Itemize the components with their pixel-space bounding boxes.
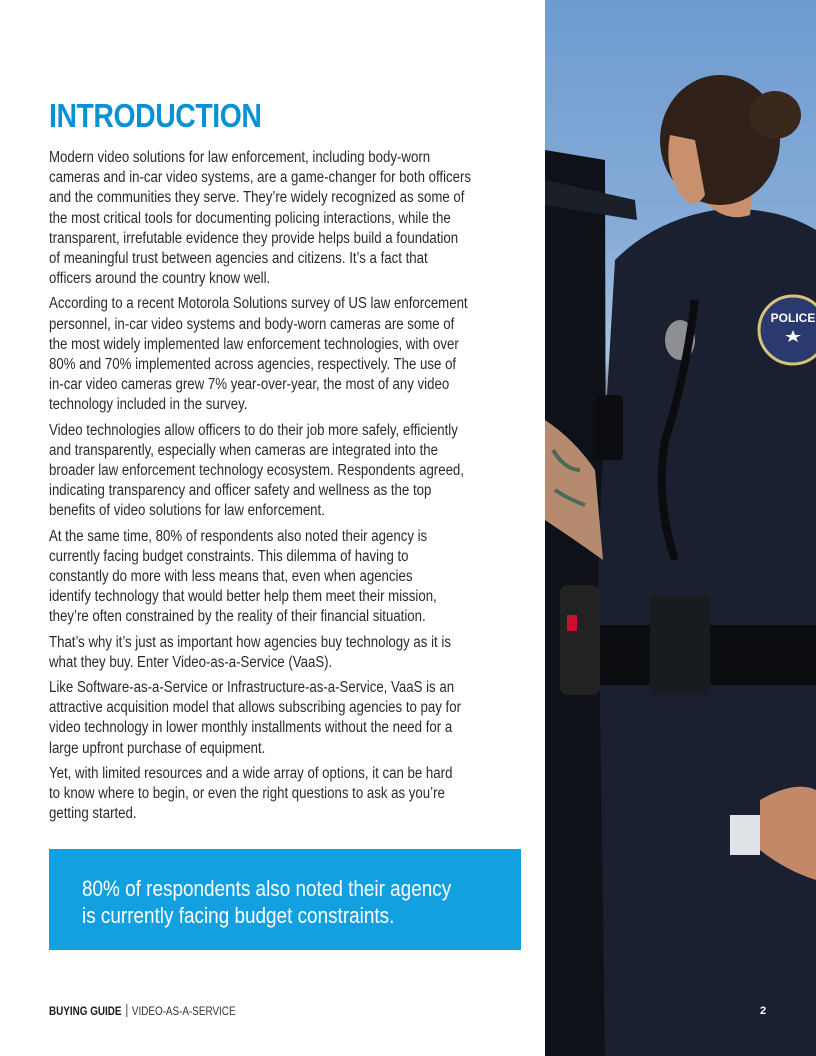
hair-bun	[749, 91, 801, 139]
police-patch-icon	[759, 296, 816, 364]
page-title: INTRODUCTION	[49, 97, 262, 134]
article-body	[49, 148, 513, 830]
police-officer-photo	[545, 0, 816, 1056]
id-card	[730, 815, 760, 855]
paragraph: That’s why it’s just as important how agencies buy technology as it is what they buy. Enter Video-as-a-Service (VaaS).	[49, 633, 451, 671]
pull-quote-callout	[49, 849, 521, 950]
pull-quote-text: 80% of respondents also noted their agency is currently facing budget constraints.	[82, 876, 452, 928]
paragraph: Modern video solutions for law enforcement, including body-worn cameras and in-car video systems, are a game-changer for both officers and the communities they serve. They’re widely recognized as some of the most critical tools for documenting policing interactions, while the transparent, irrefutable evidence they provide helps build a foundation of meaningful trust between agencies and citizens. It’s a fact that officers around the country know well.	[49, 149, 472, 288]
holster	[560, 585, 600, 695]
red-indicator	[567, 615, 577, 631]
magazine-pouch	[650, 595, 710, 695]
photo-illustration	[545, 0, 816, 1056]
body-camera	[595, 395, 623, 460]
paragraph: Yet, with limited resources and a wide array of options, it can be hard to know where to begin, or even the right questions to ask as you’re getting started.	[49, 764, 453, 823]
patch-text: POLICE	[770, 311, 816, 325]
paragraph: Video technologies allow officers to do their job more safely, efficiently and transparently, especially when cameras are integrated into the broader law enforcement technology ecosystem. Respondents agreed, indicating transparency and officer safety and wellness as the top benefits of video solutions for law enforcement.	[49, 421, 464, 520]
paragraph: At the same time, 80% of respondents also noted their agency is currently facing budget constraints. This dilemma of having to constantly do more with less means that, even when agencies identify technology that would better help them meet their mission, they’re often constrained by the reality of their financial situation.	[49, 527, 437, 626]
paragraph: According to a recent Motorola Solutions survey of US law enforcement personnel, in-car video systems and body-worn cameras are some of the most widely implemented law enforcement technologies, with over 80% and 70% implemented across agencies, respectively. The use of in-car video cameras grew 7% year-over-year, the most of any video technology included in the survey.	[49, 295, 468, 414]
page-number: 2	[760, 1005, 767, 1017]
paragraph: Like Software-as-a-Service or Infrastructure-as-a-Service, VaaS is an attractive acquisition model that allows subscribing agencies to pay for video technology in lower monthly installments without the need for a large upfront purchase of equipment.	[49, 679, 462, 757]
footer-section: VIDEO-AS-A-SERVICE	[131, 1006, 236, 1018]
footer-label: BUYING GUIDE	[49, 1006, 122, 1018]
footer-divider	[127, 1004, 128, 1017]
page-footer	[49, 1004, 236, 1019]
